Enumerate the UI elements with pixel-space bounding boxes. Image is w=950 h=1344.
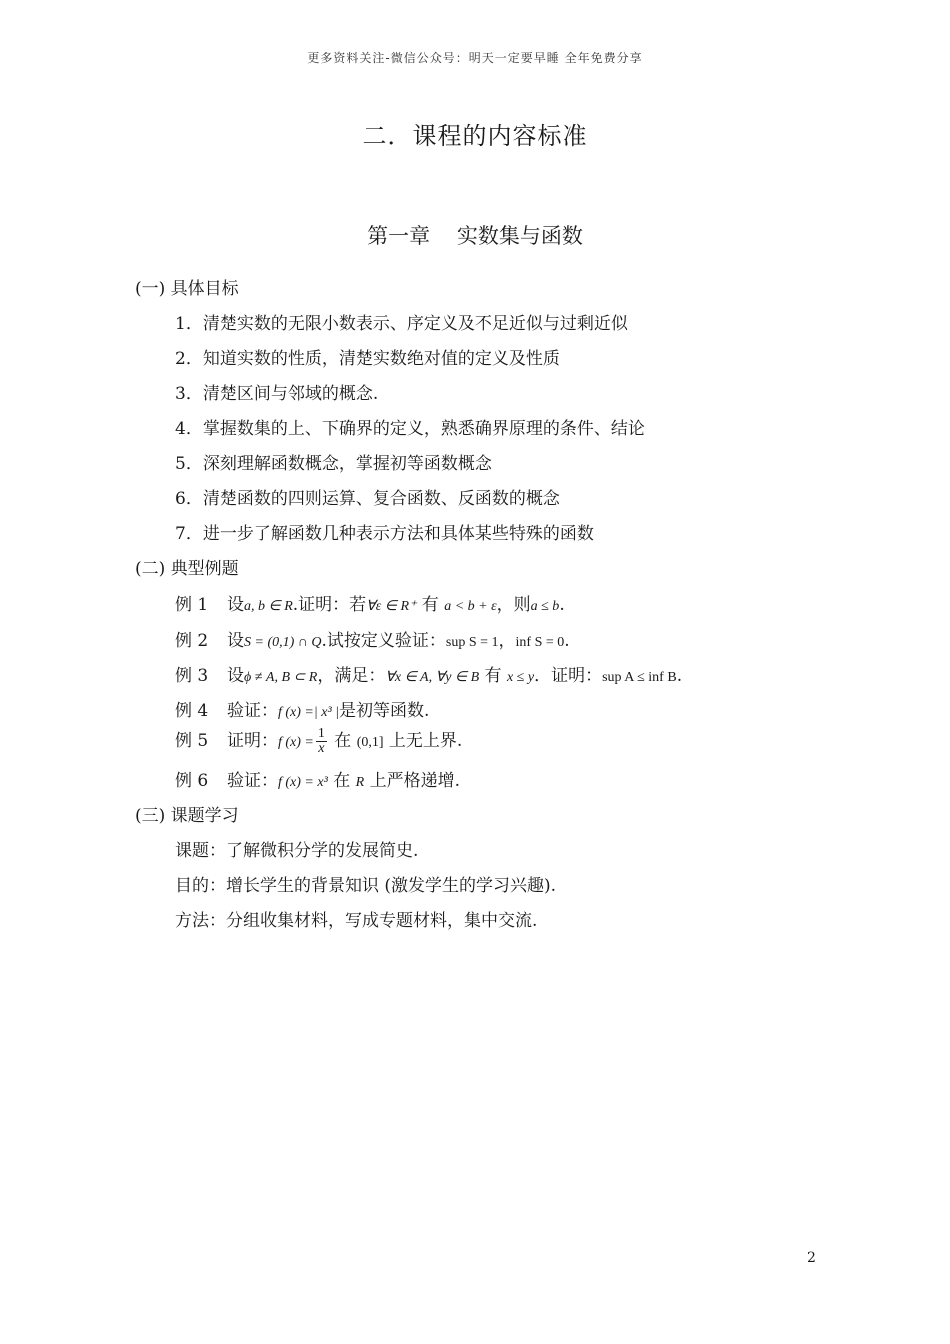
goal-text: 清楚函数的四则运算、复合函数、反函数的概念 [202, 489, 560, 509]
part2-heading: (二) 典型例题 [135, 559, 239, 579]
math-expression: x ≤ y [506, 670, 535, 685]
goal-item [175, 414, 645, 439]
goal-number: 5． [175, 454, 203, 474]
example-text: 上严格递增. [364, 771, 460, 791]
example-text: 证明： [227, 731, 278, 751]
study-line: 方法：分组收集材料，写成专题材料，集中交流. [175, 911, 538, 931]
example-text: ，则 [496, 595, 531, 615]
goal-number: 1． [175, 314, 203, 334]
example-label: 例 4 [175, 701, 209, 721]
math-expression: R [355, 775, 365, 790]
example-text: .证明：若 [292, 595, 367, 615]
math-expression: f (x) =| x³ | [278, 705, 339, 720]
example-text: 在 [328, 731, 357, 751]
goal-text: 掌握数集的上、下确界的定义，熟悉确界原理的条件、结论 [202, 419, 645, 439]
math-expression: a, b ∈ R [244, 599, 293, 614]
goal-number: 6． [175, 489, 203, 509]
math-expression: f (x) = x³ [278, 775, 328, 790]
study-line: 目的：增长学生的背景知识 (激发学生的学习兴趣). [175, 876, 557, 896]
goal-text: 清楚实数的无限小数表示、序定义及不足近似与过剩近似 [202, 314, 628, 334]
fraction [316, 727, 327, 756]
math-expression: (0,1] [356, 735, 384, 750]
goal-text: 清楚区间与邻域的概念. [202, 384, 379, 404]
example-label: 例 5 [175, 731, 209, 751]
math-expression: f (x) = [278, 735, 314, 750]
part1-heading: (一) 具体目标 [135, 279, 239, 299]
header-note: 更多资料关注-微信公众号：明天一定要早睡 全年免费分享 [307, 51, 643, 65]
example-3 [175, 661, 682, 686]
example-4 [175, 696, 429, 721]
example-text: 是初等函数. [338, 701, 430, 721]
goal-text: 知道实数的性质，清楚实数绝对值的定义及性质 [202, 349, 560, 369]
study-line: 课题：了解微积分学的发展简史. [175, 841, 419, 861]
math-expression: sup A ≤ inf B [602, 670, 677, 685]
goal-item [175, 449, 492, 474]
example-2 [175, 626, 570, 651]
goal-item [175, 379, 378, 404]
example-1 [175, 590, 565, 615]
fraction-denominator: x [318, 741, 325, 756]
goal-text: 深刻理解函数概念，掌握初等函数概念 [202, 454, 492, 474]
fraction-numerator: 1 [317, 726, 325, 741]
example-text: 有 [479, 666, 507, 686]
example-text: 设 [227, 631, 244, 651]
math-expression: ∀x ∈ A, ∀y ∈ B [385, 670, 480, 685]
example-text: 验证： [227, 701, 278, 721]
example-text: 验证： [227, 771, 278, 791]
chapter-title: 第一章 实数集与函数 [367, 224, 583, 248]
example-text: ， [498, 631, 516, 651]
example-6 [175, 766, 460, 791]
math-expression: inf S = 0 [515, 635, 565, 650]
example-text: 在 [327, 771, 356, 791]
example-text: . [676, 666, 683, 686]
example-label: 例 6 [175, 771, 209, 791]
goal-item [175, 309, 628, 334]
math-expression: S = (0,1) ∩ Q [244, 635, 322, 650]
goal-number: 2． [175, 349, 203, 369]
example-text: . [559, 595, 565, 615]
goal-text: 进一步了解函数几种表示方法和具体某些特殊的函数 [202, 524, 594, 544]
math-expression: ∀ε ∈ R⁺ [366, 599, 417, 614]
goal-item [175, 344, 560, 369]
goal-number: 4． [175, 419, 203, 439]
example-label: 例 2 [175, 631, 209, 651]
goal-item [175, 484, 560, 509]
example-text: ，满足： [317, 666, 386, 686]
math-expression: a ≤ b [530, 599, 560, 614]
example-text: .试按定义验证： [321, 631, 446, 651]
page-number: 2 [807, 1250, 816, 1266]
math-expression: ϕ ≠ A, B ⊂ R [244, 670, 318, 685]
example-label: 例 3 [175, 666, 209, 686]
example-text: 上无上界. [383, 731, 463, 751]
goal-number: 7． [175, 524, 203, 544]
section-title: 二．课程的内容标准 [362, 122, 588, 150]
example-text: ．证明： [534, 666, 603, 686]
example-text: 有 [416, 595, 445, 615]
example-text: 设 [227, 595, 244, 615]
example-text: 设 [227, 666, 244, 686]
math-expression: sup S = 1 [445, 635, 499, 650]
goal-item [175, 519, 594, 544]
math-expression: a < b + ε [444, 599, 497, 614]
goal-number: 3． [175, 384, 203, 404]
part3-heading: (三) 课题学习 [135, 806, 239, 826]
example-5 [175, 726, 462, 756]
example-label: 例 1 [175, 595, 209, 615]
example-text: . [564, 631, 570, 651]
